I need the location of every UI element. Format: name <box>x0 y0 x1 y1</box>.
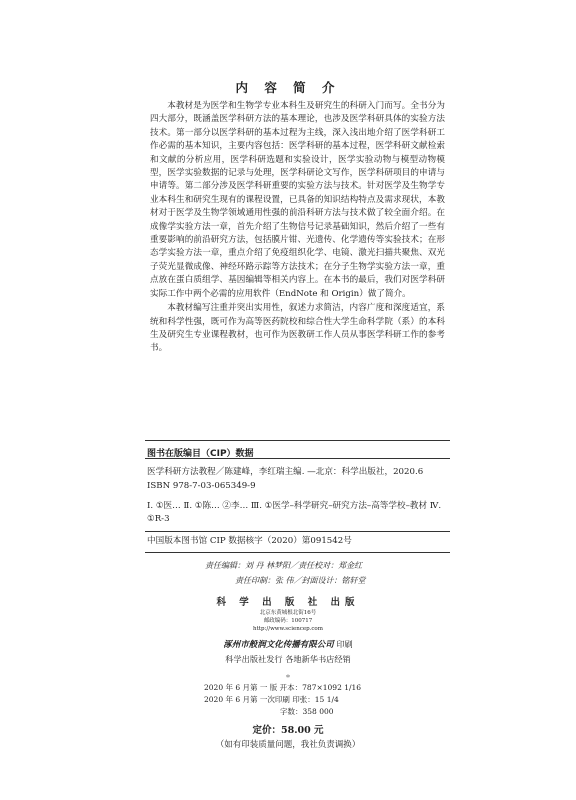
cip-record-number: 中国版本图书馆 CIP 数据核字（2020）第091542号 <box>147 536 352 546</box>
cip-heading: 图书在版编目（CIP）数据 <box>147 449 254 459</box>
cip-classification: Ⅰ. ①医… Ⅱ. ①陈… ②李… Ⅲ. ①医学–科学研究–研究方法–高等学校–教材 Ⅳ. ①R-3 <box>147 501 442 524</box>
cip-line-1: 医学科研方法教程／陈建峰，李红瑞主编. —北京：科学出版社，2020.6 <box>147 467 424 477</box>
intro-body <box>150 100 445 357</box>
word-count: 字数：358 000 <box>280 707 334 716</box>
publisher-address: 北京东黄城根北街16号 <box>259 610 317 616</box>
publisher-postcode: 邮政编码：100717 <box>263 618 313 624</box>
publisher-website: http://www.sciencep.com <box>253 626 323 632</box>
cip-top-rule <box>145 440 450 441</box>
distribution-line: 科学出版社发行 各地新华书店经销 <box>225 654 351 664</box>
intro-paragraph-2: 本教材编写注重并突出实用性，叙述力求简洁，内容广度和深度适宜，系统和科学性强，既可作为高等医药院校和综合性大学生命科学院（系）的本科生及研究生专业课程教材，也可作为医教研工作人员从事医学科研工作的参考书。 <box>150 303 445 354</box>
cip-heading-rule <box>145 458 450 459</box>
production-credits: 责任印制：张 伟／封面设计：铭轩堂 <box>235 576 366 585</box>
printer-line <box>0 638 576 650</box>
printer-name: 涿州市般润文化传播有限公司 <box>223 640 334 650</box>
cip-mid-rule <box>145 531 450 532</box>
price: 定价：58.00 元 <box>252 725 324 736</box>
editor-credits: 责任编辑：刘 丹 林梦阳／责任校对：郑金红 <box>205 561 363 570</box>
cip-isbn: ISBN 978-7-03-065349-9 <box>147 481 256 491</box>
publisher-name: 科 学 出 版 社 出版 <box>216 597 360 608</box>
cip-bottom-rule <box>145 552 450 553</box>
page-title: 内 容 简 介 <box>235 80 341 95</box>
edition-line-2: 2020 年 6 月第 一次印刷 印张：15 1/4 <box>204 695 339 704</box>
quality-notice: （如有印装质量问题，我社负责调换） <box>215 740 361 750</box>
printer-suffix: 印刷 <box>336 639 353 649</box>
separator-star: ＊ <box>285 674 291 680</box>
intro-paragraph-1: 本教材是为医学和生物学专业本科生及研究生的科研入门而写。全书分为四大部分，既涵盖医学科研方法的基本理论，也涉及医学科研具体的实验方法技术。第一部分以医学科研的基本过程为主线，深入浅出地介绍了医学科研工作必需的基本知识，主要内容包括：医学科研的基本过程，医学科研文献检索和文献的分析应用，医学科研选题和实验设计，医学实验动物与模型动物模型，医学实验数据的记录与处理，医学科研论文写作，医学科研项目的申请与申请等。第二部分涉及医学科研重要的实验方法与技术。针对医学及生物学专业本科生和研究生现有的课程设置，已具备的知识结构特点及需求现状，本教材对于医学及生物学领域通用性强的前沿科研方法与技术做了较全面介绍。在成像学实验方法一章，首先介绍了生物信号记录基础知识，然后介绍了一些有重要影响的前沿研究方法，包括膜片钳、光遗传、化学遗传等实验技术；在形态学实验方法一章，重点介绍了免疫组织化学、电镜、激光扫描共聚焦、双光子荧光显微成像、神经环路示踪等方法技术；在分子生物学实验方法一章，重点放在蛋白质组学、基因编辑等相关内容上。在本书的最后，我们对医学科研实际工作中两个必需的应用软件（EndNote 和 Origin）做了简介。 <box>150 101 445 299</box>
edition-line-1: 2020 年 6 月第 一 版 开本：787×1092 1/16 <box>204 683 362 692</box>
